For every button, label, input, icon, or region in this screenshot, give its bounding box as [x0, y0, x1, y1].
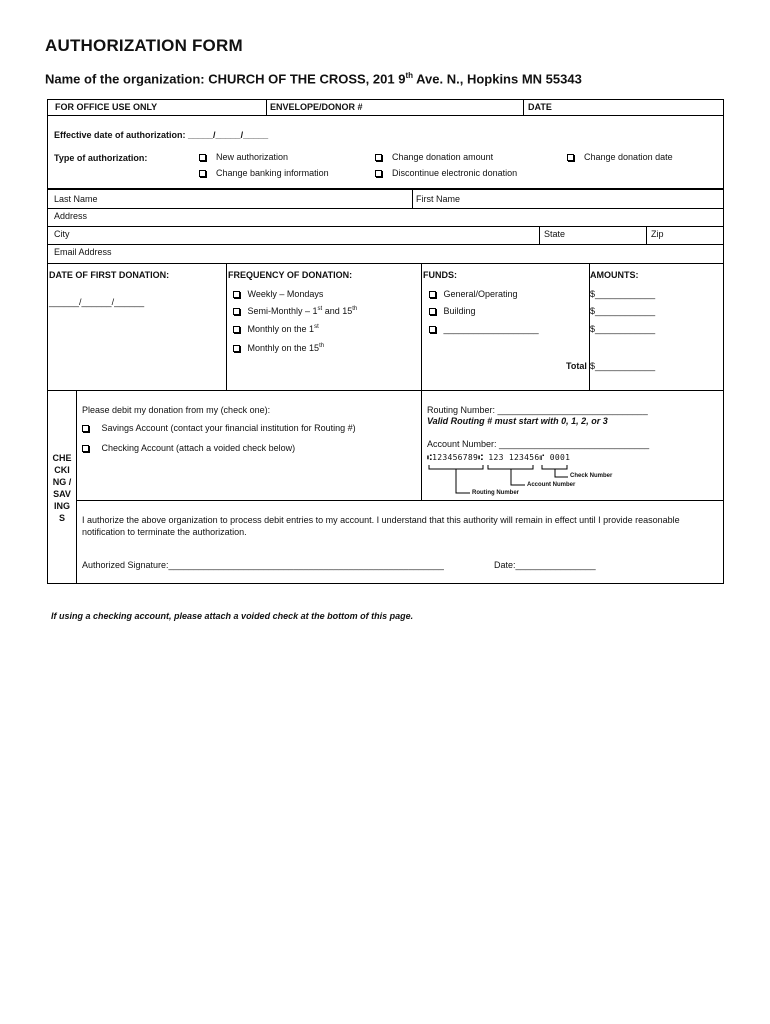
checking-savings-side-label: CHE CKI NG / SAV ING S	[52, 453, 72, 523]
org-sup: th	[405, 71, 413, 80]
fund-other[interactable]: ___________________	[429, 324, 539, 334]
option-change-banking[interactable]: Change banking information	[199, 168, 329, 178]
fund-general[interactable]: General/Operating	[429, 289, 518, 299]
checkbox-icon[interactable]	[429, 326, 436, 333]
debit-prompt: Please debit my donation from my (check one):	[82, 405, 271, 415]
last-name-field[interactable]: Last Name	[54, 194, 98, 204]
check-number-label: Check Number	[570, 473, 613, 479]
routing-note: Valid Routing # must start with 0, 1, 2, or 3	[427, 416, 608, 426]
option-change-amount[interactable]: Change donation amount	[375, 152, 493, 162]
envelope-donor-field[interactable]: ENVELOPE/DONOR #	[270, 102, 363, 112]
option-new-authorization[interactable]: New authorization	[199, 152, 288, 162]
checkbox-icon[interactable]	[429, 308, 436, 315]
organization-line	[45, 71, 582, 86]
first-name-field[interactable]: First Name	[416, 194, 461, 204]
org-prefix: Name of the organization: CHURCH OF THE CROSS, 201 9	[45, 71, 406, 87]
office-use-label: FOR OFFICE USE ONLY	[55, 102, 158, 112]
amount-field-3[interactable]: $____________	[590, 324, 656, 334]
office-date-field[interactable]: DATE	[528, 102, 552, 112]
amount-field-1[interactable]: $____________	[590, 289, 656, 299]
funds-header: FUNDS:	[423, 270, 457, 280]
authorized-signature-field[interactable]: Authorized Signature:_______________________________________________________	[82, 560, 444, 570]
banking-section	[47, 390, 724, 584]
account-number-field[interactable]: Account Number: ______________________________	[427, 439, 650, 449]
checkbox-icon[interactable]	[199, 170, 206, 177]
state-field[interactable]: State	[544, 229, 566, 239]
option-discontinue[interactable]: Discontinue electronic donation	[375, 168, 517, 178]
total-amount-field[interactable]: $____________	[590, 361, 656, 371]
checkbox-icon[interactable]	[199, 154, 206, 161]
frequency-header: FREQUENCY OF DONATION:	[228, 270, 353, 280]
checkbox-icon[interactable]	[233, 345, 240, 352]
amount-field-2[interactable]: $____________	[590, 306, 656, 316]
checkbox-icon[interactable]	[429, 291, 436, 298]
address-field[interactable]: Address	[54, 211, 88, 221]
authorization-statement: I authorize the above organization to process debit entries to my account. I understand that this authority will remain in effect until I provide reasonable notification to terminate the authorization.	[82, 515, 680, 537]
form-title: AUTHORIZATION FORM	[45, 36, 243, 55]
freq-monthly-1st[interactable]: Monthly on the 1st	[233, 324, 319, 334]
checkbox-icon[interactable]	[82, 425, 89, 432]
email-field[interactable]: Email Address	[54, 247, 112, 257]
org-suffix: Ave. N., Hopkins MN 55343	[413, 71, 582, 87]
footer-note: If using a checking account, please attach a voided check at the bottom of this page.	[51, 611, 414, 621]
zip-field[interactable]: Zip	[651, 229, 664, 239]
routing-number-field[interactable]: Routing Number: ______________________________	[427, 405, 648, 415]
fund-building[interactable]: Building	[429, 306, 476, 316]
checkbox-icon[interactable]	[233, 326, 240, 333]
amounts-header: AMOUNTS:	[590, 270, 639, 280]
authorization-type-label: Type of authorization:	[54, 153, 148, 163]
signature-date-field[interactable]: Date:________________	[494, 560, 596, 570]
freq-monthly-15th[interactable]: Monthly on the 15th	[233, 343, 324, 353]
first-donation-header: DATE OF FIRST DONATION:	[49, 270, 170, 280]
checkbox-icon[interactable]	[233, 308, 240, 315]
checkbox-icon[interactable]	[567, 154, 574, 161]
checking-account-option[interactable]: Checking Account (attach a voided check below)	[82, 443, 295, 453]
savings-account-option[interactable]: Savings Account (contact your financial institution for Routing #)	[82, 423, 356, 433]
freq-weekly[interactable]: Weekly – Mondays	[233, 289, 323, 299]
micr-line: ⑆123456789⑆ 123 123456⑈ 0001	[427, 453, 571, 462]
first-donation-date-field[interactable]: ______/______/______	[49, 297, 145, 307]
freq-semi-monthly[interactable]: Semi-Monthly – 1st and 15th	[233, 306, 357, 316]
checkbox-icon[interactable]	[375, 154, 382, 161]
checkbox-icon[interactable]	[375, 170, 382, 177]
effective-date-field[interactable]: Effective date of authorization: _____/_____/_____	[54, 130, 269, 140]
account-number-label: Account Number	[527, 482, 576, 488]
city-field[interactable]: City	[54, 229, 70, 239]
total-label: Total	[566, 361, 587, 371]
checkbox-icon[interactable]	[233, 291, 240, 298]
option-change-date[interactable]: Change donation date	[567, 152, 673, 162]
routing-number-label: Routing Number	[472, 490, 519, 496]
checkbox-icon[interactable]	[82, 445, 89, 452]
